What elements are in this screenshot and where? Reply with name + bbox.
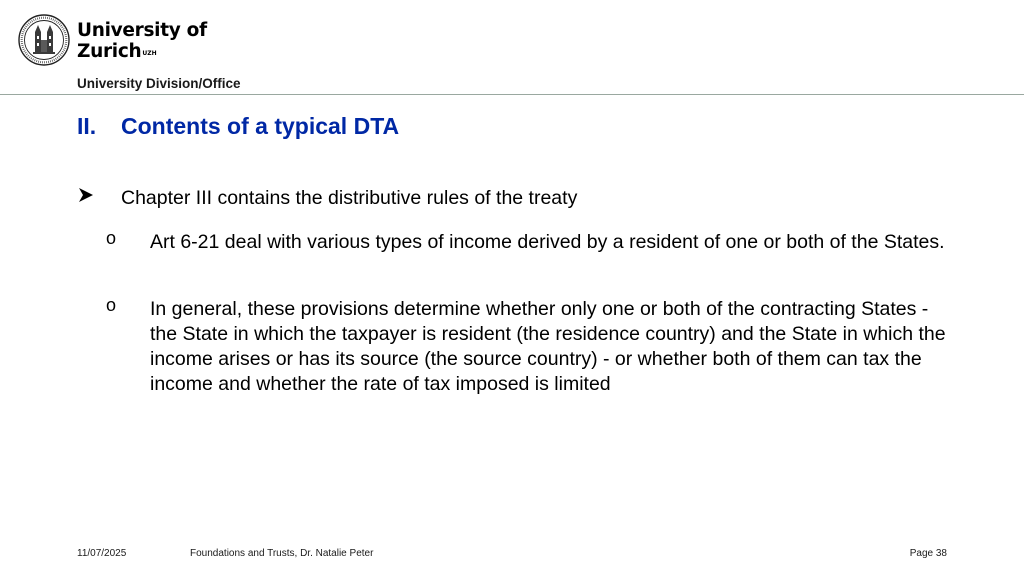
circle-bullet-marker: o xyxy=(106,228,117,248)
header-divider xyxy=(0,94,1024,95)
university-wordmark xyxy=(77,20,207,62)
circle-bullet-marker: o xyxy=(106,295,117,315)
footer-page-number: Page 38 xyxy=(909,548,947,559)
bullet-item xyxy=(77,186,957,211)
wordmark-uzh: UZH xyxy=(142,50,157,57)
slide-title xyxy=(77,113,399,140)
sub-bullet-text: Art 6-21 deal with various types of income derived by a resident of one or both of the States. xyxy=(150,231,945,253)
university-seal-logo xyxy=(18,14,70,66)
wordmark-line-2 xyxy=(77,41,207,62)
sub-bullet-item xyxy=(106,297,956,397)
slide-title-text: Contents of a typical DTA xyxy=(121,113,400,139)
slide-title-number: II. xyxy=(77,113,97,139)
sub-bullet-text: In general, these provisions determine whether only one or both of the contracting States - the State in which the taxpayer is resident (the residence country) and the State in which the income arises or has its source (the source country) - or whether both of them can tax the income and whether the rate of tax imposed is limited xyxy=(150,298,946,395)
wordmark-line-1: University of xyxy=(77,20,207,41)
wordmark-zurich: Zurich xyxy=(77,41,142,62)
arrowhead-bullet-icon xyxy=(77,186,95,204)
footer-course: Foundations and Trusts, Dr. Natalie Peter xyxy=(190,548,374,559)
division-label: University Division/Office xyxy=(77,76,241,91)
footer-date: 11/07/2025 xyxy=(77,548,127,559)
bullet-text: Chapter III contains the distributive rules of the treaty xyxy=(121,187,578,209)
sub-bullet-item xyxy=(106,230,956,255)
